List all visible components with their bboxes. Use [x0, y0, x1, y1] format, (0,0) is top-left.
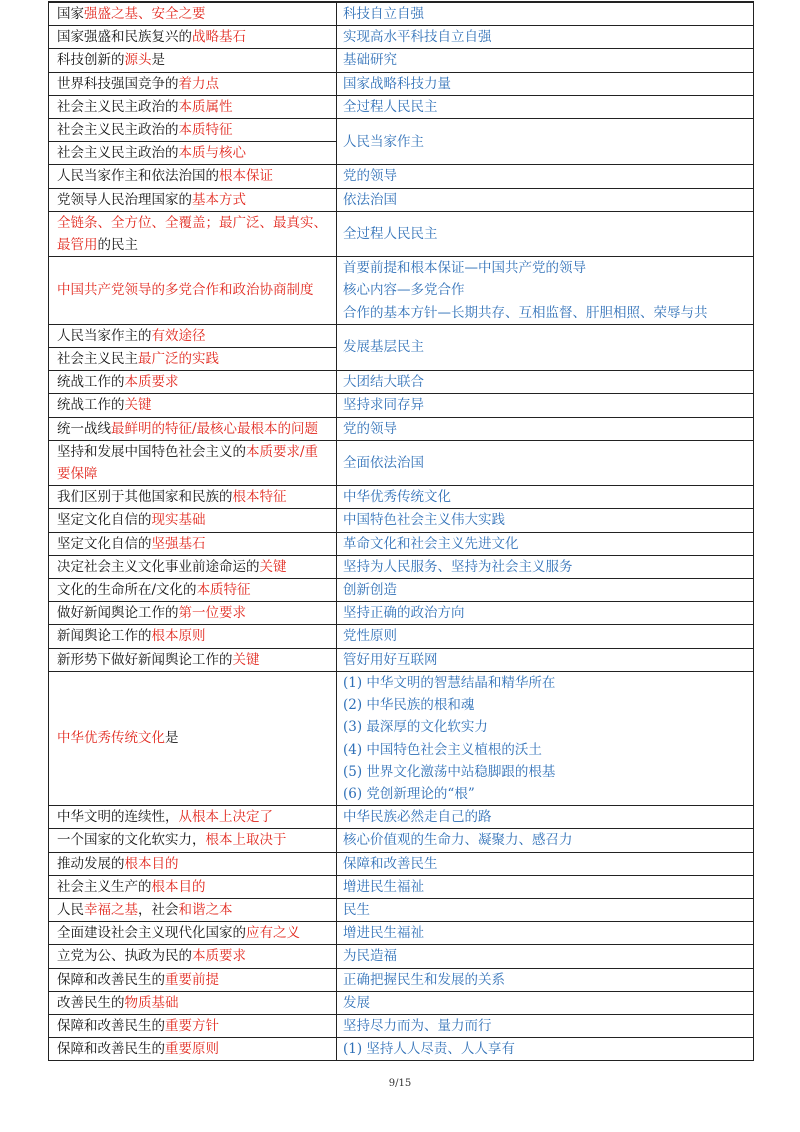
table-row [49, 211, 754, 256]
emphasis-text: 重要前提 [165, 971, 219, 988]
emphasis-text: 根本上取决于 [205, 832, 287, 849]
answer-line: 保障和改善民生 [343, 855, 438, 872]
table-row [49, 417, 754, 440]
answer-cell [337, 257, 754, 325]
prompt-text: 统战工作的 [57, 397, 125, 414]
answer-cell [337, 968, 754, 991]
emphasis-text: 基本方式 [192, 191, 246, 208]
prompt-line [57, 371, 333, 393]
answer-line: 首要前提和根本保证—中国共产党的领导 [343, 260, 586, 277]
answer-line: 中国特色社会主义伟大实践 [343, 512, 505, 529]
prompt-line [57, 142, 333, 164]
prompt-cell [49, 142, 337, 165]
prompt-text: 世界科技强国竞争的 [57, 75, 179, 92]
answer-line: 坚持求同存异 [343, 397, 424, 414]
answer-cell [337, 602, 754, 625]
table-row [49, 26, 754, 49]
table-row [49, 555, 754, 578]
answer-line: 全面依法治国 [343, 454, 424, 471]
answer-cell [337, 625, 754, 648]
prompt-line [57, 463, 333, 485]
prompt-line [57, 969, 333, 991]
answer-line: 国家战略科技力量 [343, 75, 451, 92]
prompt-text: 党领导人民治理国家的 [57, 191, 192, 208]
answer-line: 中华民族必然走自己的路 [343, 809, 492, 826]
prompt-text: 人民当家作主的 [57, 327, 152, 344]
prompt-cell [49, 72, 337, 95]
prompt-line [57, 556, 333, 578]
prompt-line [57, 853, 333, 875]
answer-line: 党性原则 [343, 628, 397, 645]
prompt-cell [49, 648, 337, 671]
prompt-line [57, 509, 333, 531]
emphasis-text: 着力点 [178, 75, 219, 92]
emphasis-text: 本质要求/重 [246, 443, 319, 460]
prompt-text: 文化的生命所在/文化的 [57, 582, 197, 599]
prompt-text: 统战工作的 [57, 374, 125, 391]
prompt-cell [49, 852, 337, 875]
prompt-text: 科技创新的 [57, 52, 125, 69]
answer-line: 全过程人民民主 [343, 98, 438, 115]
prompt-text: 社会主义民主政治的 [57, 122, 179, 139]
answer-cell [337, 898, 754, 921]
prompt-cell [49, 555, 337, 578]
prompt-line [57, 922, 333, 944]
table-row [49, 2, 754, 26]
table-row [49, 49, 754, 72]
prompt-text: 决定社会主义文化事业前途命运的 [57, 558, 260, 575]
answer-line: 人民当家作主 [343, 133, 424, 150]
prompt-text: 社会主义民主政治的 [57, 145, 179, 162]
answer-line: 创新创造 [343, 582, 397, 599]
prompt-line [57, 945, 333, 967]
prompt-line [57, 829, 333, 851]
answer-cell [337, 555, 754, 578]
table-row [49, 165, 754, 188]
prompt-text: 社会主义生产的 [57, 878, 152, 895]
prompt-line [57, 441, 333, 463]
table-row [49, 945, 754, 968]
answer-line: 实现高水平科技自立自强 [343, 29, 492, 46]
emphasis-text: 根本特征 [232, 489, 287, 506]
prompt-cell [49, 324, 337, 347]
prompt-cell [49, 188, 337, 211]
table-row [49, 806, 754, 829]
emphasis-text: 关键 [259, 558, 287, 575]
prompt-line [57, 119, 333, 141]
table-row [49, 602, 754, 625]
table-row [49, 95, 754, 118]
table-row [49, 371, 754, 394]
answer-line: (1) 坚持人人尽责、人人享有 [343, 1041, 515, 1058]
answer-cell [337, 806, 754, 829]
prompt-line [57, 992, 333, 1014]
table-row [49, 648, 754, 671]
prompt-cell [49, 49, 337, 72]
prompt-cell [49, 95, 337, 118]
emphasis-text: 坚强基石 [151, 535, 206, 552]
emphasis-text: 本质与核心 [178, 145, 246, 162]
answer-cell [337, 165, 754, 188]
table-row [49, 324, 754, 347]
prompt-text: 国家强盛和民族复兴的 [57, 29, 192, 46]
table-row [49, 852, 754, 875]
answer-cell [337, 875, 754, 898]
prompt-text: 是 [165, 730, 179, 747]
prompt-cell [49, 165, 337, 188]
emphasis-text: 中国共产党领导的多党合作和政治协商制度 [57, 282, 314, 299]
prompt-text: 人民 [57, 901, 84, 918]
prompt-line [57, 325, 333, 347]
emphasis-text: 和谐之本 [178, 901, 233, 918]
answer-cell [337, 2, 754, 26]
answer-line: 发展基层民主 [343, 339, 424, 356]
answer-line: (5) 世界文化激荡中站稳脚跟的根基 [343, 763, 556, 780]
answer-cell [337, 394, 754, 417]
answer-line: 正确把握民生和发展的关系 [343, 971, 505, 988]
emphasis-text: 本质要求 [124, 374, 179, 391]
emphasis-text: 最管用 [57, 237, 98, 254]
emphasis-text: 幸福之基 [84, 901, 138, 918]
prompt-cell [49, 991, 337, 1014]
table-row [49, 440, 754, 485]
notes-table [48, 1, 754, 1061]
table-row [49, 532, 754, 555]
prompt-line [57, 876, 333, 898]
emphasis-text: 战略基石 [192, 29, 246, 46]
answer-cell [337, 211, 754, 256]
answer-line: 大团结大联合 [343, 374, 424, 391]
prompt-line [57, 649, 333, 671]
answer-cell [337, 852, 754, 875]
answer-cell [337, 1038, 754, 1061]
answer-cell [337, 1014, 754, 1037]
answer-cell [337, 26, 754, 49]
answer-line: 科技自立自强 [343, 6, 424, 22]
answer-cell [337, 440, 754, 485]
emphasis-text: 关键 [124, 397, 152, 414]
emphasis-text: 源头 [124, 52, 152, 69]
table-row [49, 119, 754, 142]
answer-line: 中华优秀传统文化 [343, 489, 451, 506]
answer-line: 合作的基本方针—长期共存、互相监督、肝胆相照、荣辱与共 [343, 304, 708, 321]
answer-cell [337, 532, 754, 555]
prompt-line [57, 234, 333, 256]
emphasis-text: 现实基础 [151, 512, 206, 529]
answer-cell [337, 49, 754, 72]
answer-line: 坚持为人民服务、坚持为社会主义服务 [343, 558, 573, 575]
answer-line: (4) 中国特色社会主义植根的沃土 [343, 741, 542, 758]
answer-line: 党的领导 [343, 168, 397, 185]
prompt-cell [49, 394, 337, 417]
emphasis-text: 全链条、全方位、全覆盖；最广泛、最真实、 [57, 214, 327, 231]
table-row [49, 486, 754, 509]
emphasis-text: 根本目的 [151, 878, 206, 895]
table-row [49, 968, 754, 991]
emphasis-text: 本质要求 [192, 948, 246, 965]
prompt-cell [49, 509, 337, 532]
prompt-text: ，社会 [138, 901, 179, 918]
answer-cell [337, 671, 754, 805]
emphasis-text: 本质特征 [178, 122, 233, 139]
answer-line: 民生 [343, 901, 370, 918]
answer-line: 核心内容—多党合作 [343, 282, 465, 299]
table-row [49, 394, 754, 417]
emphasis-text: 本质特征 [196, 582, 251, 599]
prompt-text: 一个国家的文化软实力， [57, 832, 206, 849]
table-row [49, 72, 754, 95]
answer-line: 基础研究 [343, 52, 397, 69]
emphasis-text: 重要原则 [165, 1041, 219, 1058]
prompt-line [57, 533, 333, 555]
prompt-line [57, 279, 333, 301]
table-row [49, 509, 754, 532]
page-number: 9/15 [388, 1078, 412, 1089]
table-row [49, 257, 754, 325]
prompt-line [57, 165, 333, 187]
table-row [49, 829, 754, 852]
prompt-cell [49, 257, 337, 325]
answer-cell [337, 324, 754, 370]
answer-line: 坚持正确的政治方向 [343, 605, 465, 622]
prompt-cell [49, 625, 337, 648]
prompt-text: 社会主义民主政治的 [57, 98, 179, 115]
answer-line: 坚持尽力而为、量力而行 [343, 1017, 492, 1034]
answer-line: 党的领导 [343, 420, 397, 437]
prompt-cell [49, 806, 337, 829]
prompt-cell [49, 579, 337, 602]
emphasis-text: 最鲜明的特征/最核心最根本的问题 [111, 420, 319, 437]
table-row [49, 625, 754, 648]
prompt-line [57, 49, 333, 71]
prompt-cell [49, 968, 337, 991]
prompt-cell [49, 26, 337, 49]
emphasis-text: 有效途径 [151, 327, 206, 344]
answer-line: 为民造福 [343, 948, 397, 965]
table-row [49, 1038, 754, 1061]
table-row [49, 671, 754, 805]
answer-line: 增进民生福祉 [343, 925, 424, 942]
answer-line: 管好用好互联网 [343, 651, 438, 668]
answer-line: 发展 [343, 994, 370, 1011]
prompt-line [57, 486, 333, 508]
table-row [49, 991, 754, 1014]
prompt-cell [49, 486, 337, 509]
prompt-line [57, 3, 333, 25]
prompt-text: 保障和改善民生的 [57, 1041, 165, 1058]
prompt-line [57, 727, 333, 749]
prompt-cell [49, 1038, 337, 1061]
prompt-cell [49, 602, 337, 625]
prompt-cell [49, 371, 337, 394]
answer-line: (6) 党创新理论的“根” [343, 785, 475, 802]
emphasis-text: 应有之义 [246, 925, 300, 942]
answer-cell [337, 95, 754, 118]
prompt-cell [49, 417, 337, 440]
prompt-text: 保障和改善民生的 [57, 1017, 165, 1034]
answer-line: 核心价值观的生命力、凝聚力、感召力 [343, 832, 573, 849]
prompt-text: 坚定文化自信的 [57, 512, 152, 529]
prompt-text: 是 [151, 52, 165, 69]
prompt-line [57, 602, 333, 624]
prompt-text: 新形势下做好新闻舆论工作的 [57, 651, 233, 668]
prompt-cell [49, 2, 337, 26]
prompt-cell [49, 440, 337, 485]
answer-line: 全过程人民民主 [343, 225, 438, 242]
emphasis-text: 本质属性 [178, 98, 233, 115]
prompt-line [57, 899, 333, 921]
emphasis-text: 强盛之基、安全之要 [84, 6, 206, 22]
emphasis-text: 最广泛的实践 [138, 351, 219, 368]
answer-cell [337, 119, 754, 165]
prompt-cell [49, 945, 337, 968]
prompt-text: 做好新闻舆论工作的 [57, 605, 179, 622]
table-row [49, 898, 754, 921]
prompt-text: 国家 [57, 6, 84, 22]
prompt-line [57, 73, 333, 95]
prompt-line [57, 418, 333, 440]
prompt-cell [49, 875, 337, 898]
prompt-cell [49, 829, 337, 852]
answer-cell [337, 417, 754, 440]
answer-cell [337, 829, 754, 852]
answer-line: 依法治国 [343, 191, 397, 208]
prompt-cell [49, 348, 337, 371]
emphasis-text: 关键 [232, 651, 260, 668]
answer-cell [337, 991, 754, 1014]
emphasis-text: 根本目的 [124, 855, 179, 872]
table-row [49, 1014, 754, 1037]
answer-line: (1) 中华文明的智慧结晶和精华所在 [343, 674, 556, 691]
prompt-text: 改善民生的 [57, 994, 125, 1011]
emphasis-text: 根本保证 [219, 168, 273, 185]
prompt-line [57, 26, 333, 48]
answer-line: 增进民生福祉 [343, 878, 424, 895]
prompt-line [57, 96, 333, 118]
answer-cell [337, 922, 754, 945]
prompt-line [57, 625, 333, 647]
table-row [49, 579, 754, 602]
answer-cell [337, 945, 754, 968]
answer-cell [337, 188, 754, 211]
prompt-line [57, 1038, 333, 1060]
table-row [49, 922, 754, 945]
answer-cell [337, 579, 754, 602]
prompt-text: 新闻舆论工作的 [57, 628, 152, 645]
prompt-line [57, 189, 333, 211]
prompt-line [57, 579, 333, 601]
prompt-text: 统一战线 [57, 420, 111, 437]
prompt-cell [49, 119, 337, 142]
answer-cell [337, 509, 754, 532]
prompt-text: 推动发展的 [57, 855, 125, 872]
prompt-text: 人民当家作主和依法治国的 [57, 168, 219, 185]
prompt-cell [49, 211, 337, 256]
prompt-text: 坚定文化自信的 [57, 535, 152, 552]
prompt-cell [49, 898, 337, 921]
prompt-text: 的民主 [97, 237, 138, 254]
prompt-line [57, 806, 333, 828]
prompt-line [57, 212, 333, 234]
answer-cell [337, 486, 754, 509]
prompt-text: 坚持和发展中国特色社会主义的 [57, 443, 246, 460]
emphasis-text: 要保障 [57, 466, 98, 483]
prompt-text: 保障和改善民生的 [57, 971, 165, 988]
prompt-text: 我们区别于其他国家和民族的 [57, 489, 233, 506]
prompt-cell [49, 671, 337, 805]
answer-line: 革命文化和社会主义先进文化 [343, 535, 519, 552]
answer-line: (2) 中华民族的根和魂 [343, 697, 475, 714]
answer-cell [337, 72, 754, 95]
prompt-cell [49, 1014, 337, 1037]
emphasis-text: 重要方针 [165, 1017, 219, 1034]
notes-table-body [49, 2, 754, 1061]
answer-line: (3) 最深厚的文化软实力 [343, 719, 488, 736]
answer-cell [337, 648, 754, 671]
prompt-line [57, 348, 333, 370]
emphasis-text: 物质基础 [124, 994, 179, 1011]
prompt-cell [49, 922, 337, 945]
prompt-text: 全面建设社会主义现代化国家的 [57, 925, 246, 942]
emphasis-text: 中华优秀传统文化 [57, 730, 165, 747]
emphasis-text: 根本原则 [151, 628, 206, 645]
answer-cell [337, 371, 754, 394]
table-row [49, 188, 754, 211]
prompt-cell [49, 532, 337, 555]
emphasis-text: 从根本上决定了 [178, 809, 273, 826]
prompt-text: 中华文明的连续性， [57, 809, 179, 826]
prompt-text: 社会主义民主 [57, 351, 138, 368]
table-row [49, 875, 754, 898]
emphasis-text: 第一位要求 [178, 605, 246, 622]
prompt-line [57, 394, 333, 416]
prompt-line [57, 1015, 333, 1037]
prompt-text: 立党为公、执政为民的 [57, 948, 192, 965]
